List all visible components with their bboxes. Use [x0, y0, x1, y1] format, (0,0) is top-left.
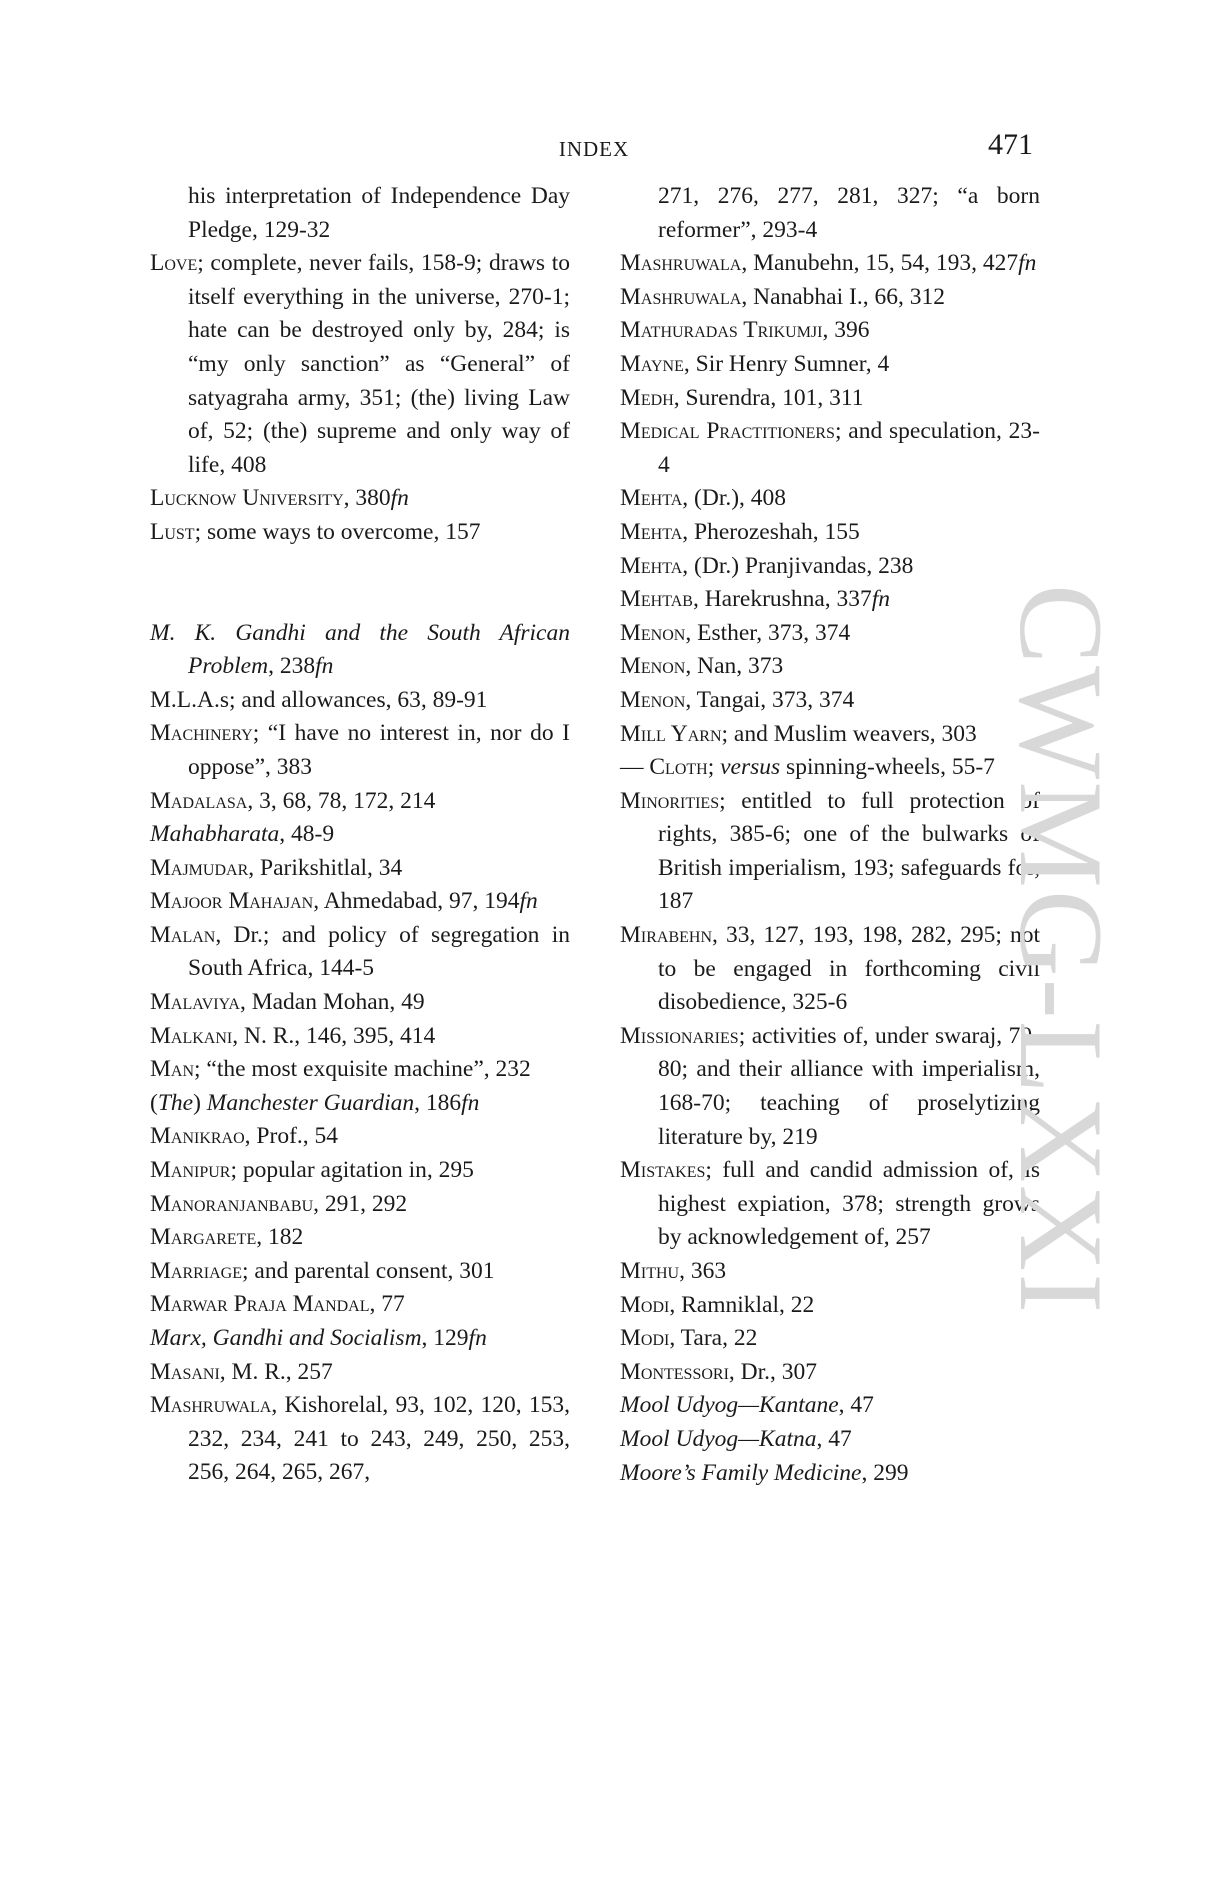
entry-text: , (Dr.) Pranjivandas, 238 — [682, 552, 914, 579]
index-entry — [620, 718, 1040, 752]
entry-heading: Lucknow University — [150, 485, 344, 512]
entry-italic-text: M. K. Gandhi and the South African Problem — [150, 619, 570, 680]
entry-italic-text: fn — [390, 485, 409, 512]
entry-heading: Malaviya — [150, 989, 240, 1016]
page-number: 471 — [988, 128, 1033, 161]
entry-text: , Nanabhai I., 66, 312 — [741, 283, 945, 310]
entry-heading: Minorities — [620, 787, 720, 814]
entry-text: ; entitled to full protection of rights, 385-6; one of the bulwarks of British imperialism, 193; safeguards for, 187 — [658, 787, 1040, 915]
index-entry-continued — [150, 180, 570, 247]
index-entry — [620, 650, 1040, 684]
entry-text: ; and parental consent, 301 — [242, 1257, 495, 1284]
entry-text: ; complete, never fails, 158-9; draws to itself everything in the universe, 270-1; hate can be destroyed only by, 284; is “my only sanction” as “General” of satyagraha army, 351; (the) living Law of, 52; (the) supreme and only way of life, 408 — [188, 250, 570, 478]
index-entry — [620, 1289, 1040, 1323]
entry-italic-text: Marx, Gandhi and Socialism — [150, 1325, 422, 1351]
entry-heading: Mehta — [620, 518, 683, 545]
index-entry — [150, 1020, 570, 1054]
index-entry — [150, 1389, 570, 1490]
entry-italic-text: versus — [720, 754, 781, 781]
index-entry — [150, 684, 570, 718]
entry-text: , Tara, 22 — [669, 1325, 758, 1352]
entry-heading: Menon — [620, 619, 686, 646]
index-entry — [620, 314, 1040, 348]
index-entry — [150, 717, 570, 784]
entry-text: ) — [193, 1089, 207, 1116]
entry-text: , Tangai, 373, 374 — [685, 686, 855, 713]
index-entry — [620, 751, 1040, 785]
entry-heading: Mehtab — [620, 586, 693, 613]
entry-heading: Mistakes — [620, 1157, 706, 1184]
entry-heading: Manikrao — [150, 1123, 245, 1150]
index-entry — [150, 818, 570, 852]
entry-italic-text: The — [157, 1089, 194, 1116]
entry-heading: Mehta — [620, 485, 683, 512]
entry-italic-text: Manchester Guardian — [206, 1089, 415, 1116]
entry-text: , Nan, 373 — [685, 653, 784, 680]
entry-heading: Modi — [620, 1325, 670, 1352]
entry-text: , 182 — [256, 1224, 304, 1251]
running-title: INDEX — [558, 137, 630, 161]
entry-text: , Ahmedabad, 97, 194 — [313, 888, 520, 915]
entry-heading: Lust — [150, 518, 195, 545]
entry-heading: Mehta — [620, 552, 683, 579]
entry-text: , Pherozeshah, 155 — [682, 518, 860, 545]
index-entry — [150, 247, 570, 482]
entry-text: , Sir Henry Sumner, 4 — [683, 350, 890, 377]
entry-italic-text: fn — [871, 586, 891, 613]
entry-heading: Masani — [150, 1358, 220, 1385]
entry-text: ; some ways to overcome, 157 — [194, 518, 481, 545]
index-entry — [150, 986, 570, 1020]
entry-text: , Prof., 54 — [244, 1123, 339, 1150]
entry-text: ; “the most exquisite machine”, 232 — [194, 1056, 531, 1083]
entry-heading: Machinery — [150, 720, 253, 747]
entry-text: ; activities of, under swaraj, 79-80; and their alliance with imperialism, 168-70; teaching of proselytizing literature by, 219 — [658, 1022, 1040, 1150]
entry-text: , 396 — [822, 317, 870, 344]
index-entry-continued — [620, 180, 1040, 247]
index-entry — [620, 247, 1040, 281]
entry-text: M.L.A.s; and allowances, 63, 89-91 — [150, 686, 488, 713]
index-entry — [620, 1423, 1040, 1457]
entry-text: , 33, 127, 193, 198, 282, 295; not to be engaged in forthcoming civil disobedience, 325-6 — [658, 922, 1040, 1016]
index-entry — [620, 281, 1040, 315]
entry-text: , 47 — [838, 1392, 874, 1419]
index-entry — [150, 885, 570, 919]
entry-text: , M. R., 257 — [219, 1358, 333, 1385]
entry-text: ; full and candid admission of, is highest expiation, 378; strength grows by acknowledgement of, 257 — [658, 1157, 1040, 1251]
index-entry — [620, 550, 1040, 584]
index-entry — [150, 852, 570, 886]
entry-italic-text: Mahabharata — [150, 821, 280, 848]
index-entry — [620, 1356, 1040, 1390]
index-entry — [620, 482, 1040, 516]
index-entry — [150, 1120, 570, 1154]
index-entry — [620, 785, 1040, 919]
index-entry — [620, 1322, 1040, 1356]
entry-heading: Malkani — [150, 1022, 233, 1049]
entry-heading: Mirabehn — [620, 922, 713, 949]
entry-text: , Harekrushna, 337 — [692, 586, 872, 613]
entry-heading: Man — [150, 1056, 195, 1083]
entry-text: , (Dr.), 408 — [682, 485, 787, 512]
entry-text: , 129 — [421, 1325, 469, 1351]
index-entry — [620, 684, 1040, 718]
entry-text: , 238 — [268, 653, 316, 680]
index-entry — [620, 1389, 1040, 1423]
index-entry — [150, 1053, 570, 1087]
entry-text: , Ramniklal, 22 — [669, 1291, 815, 1318]
entry-heading: Cloth — [649, 754, 708, 781]
index-entry — [150, 617, 570, 684]
entry-text: — — [620, 754, 650, 781]
index-entry — [150, 482, 570, 516]
entry-text: , Madan Mohan, 49 — [239, 989, 425, 1016]
index-entry — [150, 1087, 570, 1121]
entry-heading: Mill Yarn — [620, 720, 722, 747]
index-entry — [150, 785, 570, 819]
entry-heading: Missionaries — [620, 1022, 739, 1049]
entry-text: , Esther, 373, 374 — [685, 619, 851, 646]
entry-italic-text: Mool Udyog—Katna — [620, 1425, 817, 1452]
entry-text: , 77 — [369, 1291, 405, 1318]
entry-text: , N. R., 146, 395, 414 — [232, 1022, 436, 1049]
entry-text: , Dr., 307 — [728, 1358, 818, 1385]
index-entry — [150, 1188, 570, 1222]
index-entry — [620, 516, 1040, 550]
entry-heading: Medh — [620, 384, 674, 411]
entry-heading: Modi — [620, 1291, 670, 1318]
entry-text: , Manubehn, 15, 54, 193, 427 — [741, 250, 1019, 277]
index-entry — [620, 348, 1040, 382]
entry-text: spinning-wheels, 55-7 — [780, 754, 995, 781]
index-entry — [620, 583, 1040, 617]
entry-text: his interpretation of Independence Day Pledge, 129-32 — [188, 183, 570, 243]
entry-heading: Mashruwala — [620, 283, 742, 310]
entry-heading: Menon — [620, 653, 686, 680]
index-entry — [620, 1255, 1040, 1289]
index-entry — [150, 1255, 570, 1289]
entry-text: ; and speculation, 23-4 — [658, 418, 1040, 478]
entry-heading: Mayne — [620, 350, 684, 377]
entry-heading: Mashruwala — [150, 1392, 272, 1419]
entry-text: , 48-9 — [279, 821, 335, 848]
entry-heading: Mashruwala — [620, 250, 742, 277]
entry-heading: Madalasa — [150, 787, 248, 814]
entry-heading: Mathuradas Trikumji — [620, 317, 823, 344]
letter-section-gap — [150, 550, 570, 617]
index-entry — [620, 382, 1040, 416]
entry-text: , 3, 68, 78, 172, 214 — [247, 787, 436, 814]
entry-heading: Majmudar — [150, 854, 249, 881]
index-column-left — [150, 180, 570, 1490]
entry-italic-text: fn — [1018, 250, 1037, 277]
entry-text: ; “I have no interest in, nor do I oppose”, 383 — [188, 720, 570, 780]
entry-heading: Medical Practitioners — [620, 418, 835, 445]
entry-heading: Montessori — [620, 1358, 729, 1385]
entry-text: 271, 276, 277, 281, 327; “a born reformer”, 293-4 — [658, 183, 1040, 243]
entry-heading: Manipur — [150, 1157, 231, 1184]
entry-heading: Majoor Mahajan — [150, 888, 314, 915]
entry-heading: Menon — [620, 686, 686, 713]
entry-text: ; and Muslim weavers, 303 — [721, 720, 977, 747]
entry-text: , Dr.; and policy of segregation in South Africa, 144-5 — [188, 921, 570, 982]
entry-heading: Love — [150, 250, 198, 277]
entry-heading: Malan — [150, 921, 216, 948]
entry-text: ; — [707, 754, 721, 781]
index-entry — [150, 1322, 570, 1356]
index-column-right — [620, 180, 1040, 1490]
entry-text: , 291, 292 — [313, 1190, 408, 1217]
watermark: CWMG-LXXI — [995, 584, 1128, 1316]
index-entry — [150, 919, 570, 986]
entry-text: , 380 — [343, 485, 391, 512]
entry-heading: Marwar Praja Mandal — [150, 1291, 370, 1318]
entry-text: , 47 — [816, 1425, 852, 1452]
index-entry — [150, 1154, 570, 1188]
index-entry — [620, 617, 1040, 651]
entry-italic-text: fn — [468, 1325, 487, 1351]
index-entry — [620, 1154, 1040, 1255]
entry-text: , Surendra, 101, 311 — [673, 384, 864, 411]
index-entry — [150, 516, 570, 550]
entry-italic-text: fn — [519, 888, 538, 915]
entry-italic-text: Moore’s Family Medicine — [620, 1459, 862, 1486]
index-entry — [620, 415, 1040, 482]
index-entry — [620, 1457, 1040, 1491]
entry-text: , 299 — [861, 1459, 909, 1486]
entry-heading: Manoranjanbabu — [150, 1190, 314, 1217]
entry-italic-text: fn — [315, 653, 334, 680]
index-entry — [620, 919, 1040, 1020]
index-entry — [150, 1221, 570, 1255]
entry-heading: Marriage — [150, 1257, 243, 1284]
index-entry — [150, 1288, 570, 1322]
entry-heading: Margarete — [150, 1224, 257, 1251]
entry-text: , Kishorelal, 93, 102, 120, 153, 232, 234, 241 to 243, 249, 250, 253, 256, 264, 265, 267, — [188, 1392, 570, 1486]
entry-text: ( — [150, 1089, 158, 1116]
entry-text: , Parikshitlal, 34 — [248, 854, 403, 881]
index-entry — [620, 1020, 1040, 1154]
entry-heading: Mithu — [620, 1258, 680, 1284]
entry-italic-text: fn — [461, 1089, 480, 1116]
entry-text: , 186 — [414, 1089, 462, 1116]
entry-text: ; popular agitation in, 295 — [230, 1157, 474, 1184]
entry-text: , 363 — [679, 1258, 727, 1284]
index-entry — [150, 1356, 570, 1390]
entry-italic-text: Mool Udyog—Kantane — [620, 1392, 839, 1419]
